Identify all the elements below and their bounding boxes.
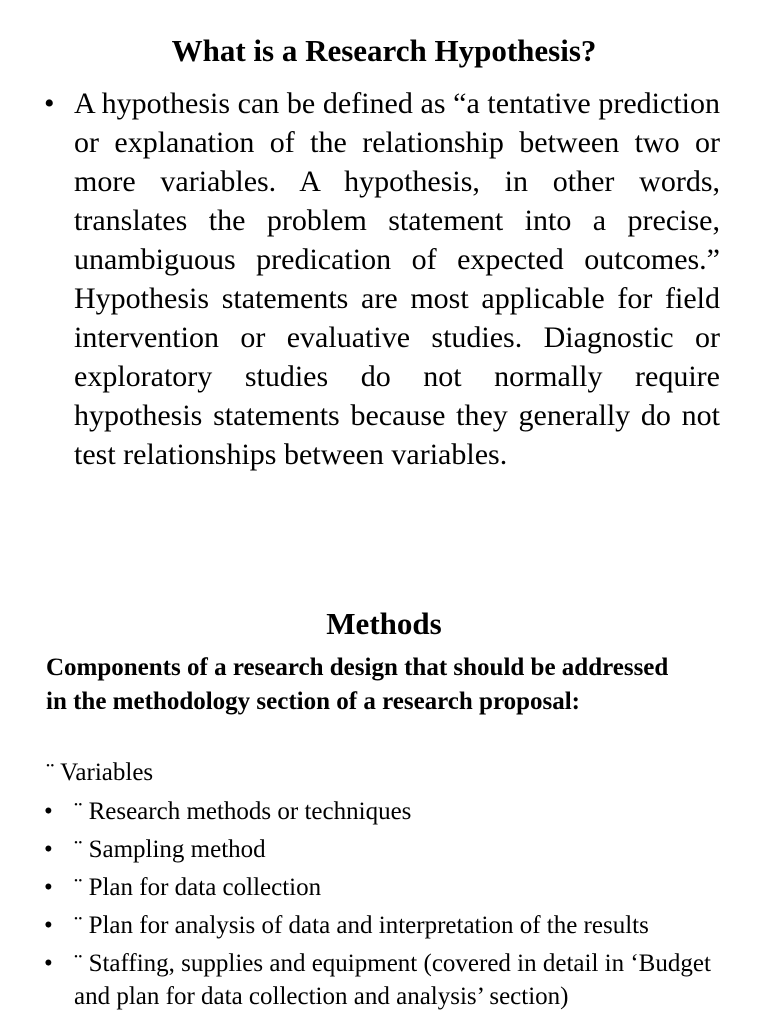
methods-list (0, 795, 768, 1018)
list-item (0, 909, 768, 942)
list-item (0, 871, 768, 904)
list-item-text: ¨ Plan for data collection (74, 874, 322, 901)
list-item-text: ¨ Plan for analysis of data and interpretation of the results (74, 912, 649, 939)
bullet-marker: • (44, 874, 53, 901)
list-item (0, 795, 768, 828)
methods-first-item: ¨ Variables (46, 759, 154, 786)
bullet-marker: • (44, 912, 53, 939)
bullet-marker: • (44, 798, 53, 825)
list-item-text: ¨ Research methods or techniques (74, 798, 412, 825)
hypothesis-title: What is a Research Hypothesis? (171, 33, 597, 68)
list-item (0, 833, 768, 866)
bullet-marker: • (44, 87, 55, 120)
methods-intro: Components of a research design that should be addressed in the methodology section of a research proposal: (46, 654, 669, 715)
list-item (0, 947, 768, 1013)
methods-title: Methods (326, 606, 442, 641)
bullet-marker: • (44, 950, 53, 977)
hypothesis-paragraph: A hypothesis can be defined as “a tentative prediction or explanation of the relationship between two or more variables. A hypothesis, in other words, translates the problem statement into a precise, unambiguous predication of expected outcomes.” Hypothesis statements are most applicable for field intervention or evaluative studies. Diagnostic or exploratory studies do not normally require hypothesis statements because they generally do not test relationships between variables. (74, 87, 720, 471)
bullet-marker: • (44, 836, 53, 863)
list-item-text: ¨ Sampling method (74, 836, 266, 863)
list-item-text: ¨ Staffing, supplies and equipment (covered in detail in ‘Budget and plan for data collection and analysis’ section) (74, 950, 711, 1010)
